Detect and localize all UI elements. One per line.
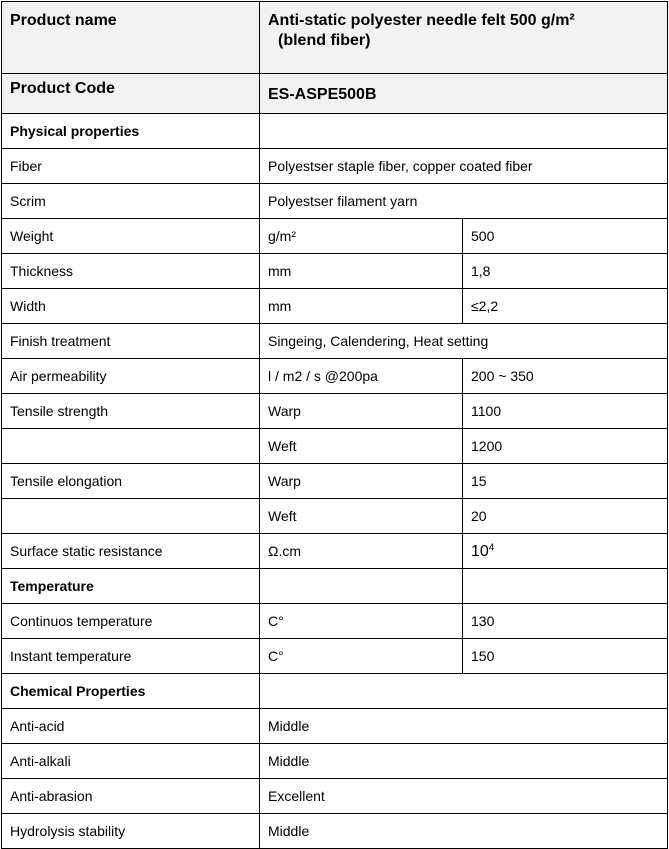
row-label: Air permeability <box>2 359 260 394</box>
row-label: Continuos temperature <box>2 604 260 639</box>
empty-cell <box>260 114 668 149</box>
empty-cell <box>260 674 668 709</box>
row-value: 15 <box>463 464 668 499</box>
row-value: Middle <box>260 709 668 744</box>
row-label: Anti-alkali <box>2 744 260 779</box>
row-label: Tensile elongation <box>2 464 260 499</box>
table-row-fiber <box>2 149 668 184</box>
static-value-exponent: 4 <box>488 541 495 553</box>
row-label: Width <box>2 289 260 324</box>
row-value: Middle <box>260 814 668 849</box>
table-row-continuous-temperature <box>2 604 668 639</box>
table-row-air-permeability <box>2 359 668 394</box>
empty-cell <box>2 499 260 534</box>
section-title-physical: Physical properties <box>2 114 260 149</box>
product-name-value <box>260 2 668 74</box>
row-unit: C° <box>260 639 463 674</box>
row-unit: l / m2 / s @200pa <box>260 359 463 394</box>
row-value: 1200 <box>463 429 668 464</box>
row-value: 130 <box>463 604 668 639</box>
product-code-label: Product Code <box>2 74 260 114</box>
row-label: Anti-abrasion <box>2 779 260 814</box>
empty-cell <box>463 569 668 604</box>
row-value: Polyestser staple fiber, copper coated fiber <box>260 149 668 184</box>
row-unit: g/m² <box>260 219 463 254</box>
table-row-instant-temperature <box>2 639 668 674</box>
row-unit: Ω.cm <box>260 534 463 569</box>
empty-cell <box>2 429 260 464</box>
table-row-width <box>2 289 668 324</box>
spec-table <box>1 1 668 849</box>
row-unit: Warp <box>260 464 463 499</box>
table-row-anti-abrasion <box>2 779 668 814</box>
row-unit: mm <box>260 254 463 289</box>
row-label: Scrim <box>2 184 260 219</box>
product-name-line1: Anti-static polyester needle felt 500 g/m² <box>268 12 575 29</box>
row-value: 20 <box>463 499 668 534</box>
row-value: Middle <box>260 744 668 779</box>
section-title-chemical: Chemical Properties <box>2 674 260 709</box>
row-label: Surface static resistance <box>2 534 260 569</box>
row-value: 1100 <box>463 394 668 429</box>
row-label: Instant temperature <box>2 639 260 674</box>
row-value: 150 <box>463 639 668 674</box>
table-row-tensile-strength-weft <box>2 429 668 464</box>
row-unit: Weft <box>260 499 463 534</box>
row-label: Finish treatment <box>2 324 260 359</box>
empty-cell <box>260 569 463 604</box>
section-title-temperature: Temperature <box>2 569 260 604</box>
row-value <box>463 534 668 569</box>
static-value-base: 10 <box>471 542 489 560</box>
table-row-weight <box>2 219 668 254</box>
table-row-scrim <box>2 184 668 219</box>
row-value: 200 ~ 350 <box>463 359 668 394</box>
row-value: Polyestser filament yarn <box>260 184 668 219</box>
product-code-row <box>2 74 668 114</box>
table-row-tensile-strength-warp <box>2 394 668 429</box>
row-label: Fiber <box>2 149 260 184</box>
table-row-finish <box>2 324 668 359</box>
product-name-label: Product name <box>2 2 260 74</box>
row-value: 1,8 <box>463 254 668 289</box>
row-unit: Weft <box>260 429 463 464</box>
section-row-temperature <box>2 569 668 604</box>
table-row-hydrolysis-stability <box>2 814 668 849</box>
section-row-physical <box>2 114 668 149</box>
row-label: Hydrolysis stability <box>2 814 260 849</box>
row-value: Excellent <box>260 779 668 814</box>
row-value: ≤2,2 <box>463 289 668 324</box>
row-value: 500 <box>463 219 668 254</box>
table-row-anti-acid <box>2 709 668 744</box>
table-row-anti-alkali <box>2 744 668 779</box>
table-row-tensile-elongation-warp <box>2 464 668 499</box>
table-row-thickness <box>2 254 668 289</box>
product-code-value: ES-ASPE500B <box>260 74 668 114</box>
row-label: Weight <box>2 219 260 254</box>
row-value: Singeing, Calendering, Heat setting <box>260 324 668 359</box>
product-name-line2: (blend fiber) <box>278 32 371 49</box>
row-label: Tensile strength <box>2 394 260 429</box>
row-unit: Warp <box>260 394 463 429</box>
table-row-static-resistance <box>2 534 668 569</box>
table-row-tensile-elongation-weft <box>2 499 668 534</box>
row-label: Thickness <box>2 254 260 289</box>
row-label: Anti-acid <box>2 709 260 744</box>
section-row-chemical <box>2 674 668 709</box>
product-name-row <box>2 2 668 74</box>
row-unit: mm <box>260 289 463 324</box>
row-unit: C° <box>260 604 463 639</box>
